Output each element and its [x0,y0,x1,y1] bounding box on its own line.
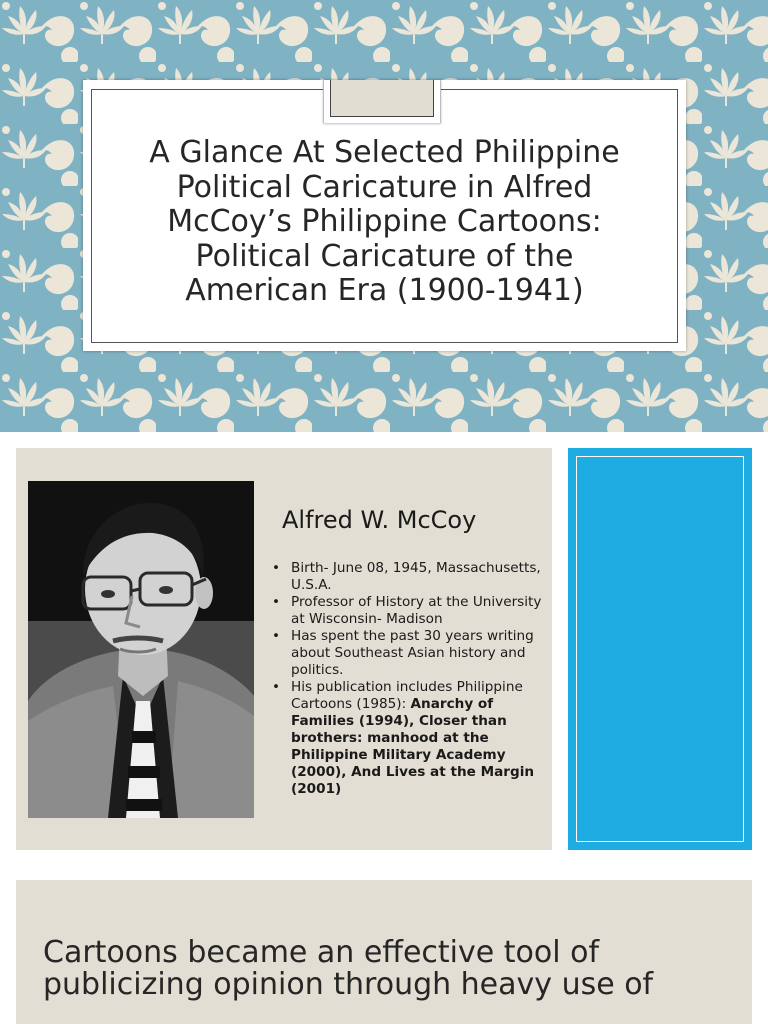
publication-intro: His publication includes Philippine Cartoons (1985): [291,679,523,712]
title-tab-decoration [323,80,441,123]
accent-panel-border [576,456,744,842]
slide-3-body-text: Cartoons became an effective tool of publicizing opinion through heavy use of [43,935,654,1002]
slide-title: A Glance At Selected Philippine Political Caricature in Alfred McCoy’s Philippine Cartoons: Political Caricature of the American Era (1900-1941) [149,135,620,308]
portrait-photo-icon [28,481,254,818]
title-tab-box [330,80,434,117]
bio-bullet-birth: • Birth- June 08, 1945, Massachusetts, U.S.A. [272,560,544,594]
bio-bullet-experience: • Has spent the past 30 years writing about Southeast Asian history and politics. [272,628,544,679]
slide-2-biography[interactable] [0,432,768,860]
slide-1-title[interactable] [0,0,768,432]
bio-bullet-professor: • Professor of History at the University at Wisconsin- Madison [272,594,544,628]
publication-titles: Anarchy of Families (1994), Closer than brothers: manhood at the Philippine Military Academy (2000), And Lives at the Margin (2001) [291,696,535,797]
slide-3-cartoons[interactable] [0,860,768,1024]
title-card [83,80,686,351]
biography-panel [16,448,552,850]
accent-blue-panel [568,448,752,850]
bio-bullet-list [272,560,544,798]
bio-bullet-publications [272,679,544,798]
bio-heading: Alfred W. McCoy [282,506,477,534]
